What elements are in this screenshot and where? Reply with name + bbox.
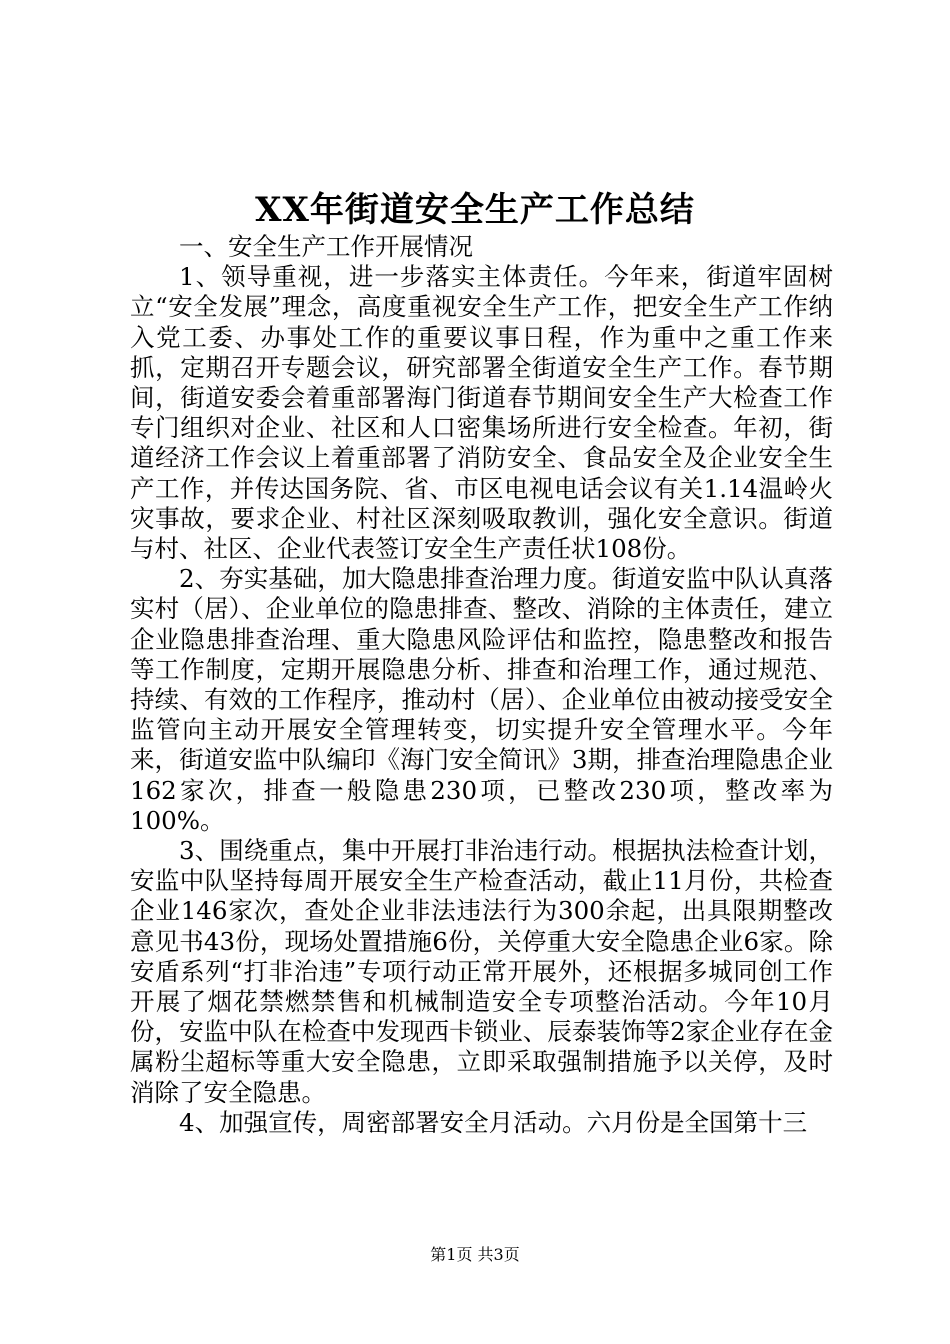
paragraph: 4、加强宣传，周密部署安全月活动。六月份是全国第十三: [179, 1107, 808, 1137]
document-title: XX年街道安全生产工作总结: [255, 190, 695, 230]
paragraph: 2、夯实基础，加大隐患排查治理力度。街道安监中队认真落实村（居）、企业单位的隐患排查、整改、消除的主体责任，建立企业隐患排查治理、重大隐患风险评估和监控，隐患整改和报告等工作制度，定期开展隐患分析、排查和治理工作，通过规范、持续、有效的工作程序，推动村（居）、企业单位由被动接受安全监管向主动开展安全管理转变，切实提升安全管理水平。今年来，街道安监中队编印《海门安全简讯》3期，排查治理隐患企业162家次，排查一般隐患230项，已整改230项，整改率为100%。: [130, 564, 833, 835]
paragraph: 3、围绕重点，集中开展打非治违行动。根据执法检查计划，安监中队坚持每周开展安全生产检查活动，截止11月份，共检查企业146家次，查处企业非法违法行为300余起，出具限期整改意见书43份，现场处置措施6份，关停重大安全隐患企业6家。除安盾系列“打非治违”专项行动正常开展外，还根据多城同创工作开展了烟花禁燃禁售和机械制造安全专项整治活动。今年10月份，安监中队在检查中发现西卡锁业、辰泰装饰等2家企业存在金属粉尘超标等重大安全隐患，立即采取强制措施予以关停，及时消除了安全隐患。: [130, 836, 833, 1107]
section-heading: 一、安全生产工作开展情况: [179, 232, 473, 261]
page-number-footer: 第1页 共3页: [430, 1245, 520, 1264]
paragraph: 1、领导重视，进一步落实主体责任。今年来，街道牢固树立“安全发展”理念，高度重视安全生产工作，把安全生产工作纳入党工委、办事处工作的重要议事日程，作为重中之重工作来抓，定期召开专题会议，研究部署全街道安全生产工作。春节期间，街道安委会着重部署海门街道春节期间安全生产大检查工作专门组织对企业、社区和人口密集场所进行安全检查。年初，街道经济工作会议上着重部署了消防安全、食品安全及企业安全生产工作，并传达国务院、省、市区电视电话会议有关1.14温岭火灾事故，要求企业、村社区深刻吸取教训，强化安全意识。街道与村、社区、企业代表签订安全生产责任状108份。: [130, 262, 833, 564]
document-body: [130, 232, 833, 1138]
